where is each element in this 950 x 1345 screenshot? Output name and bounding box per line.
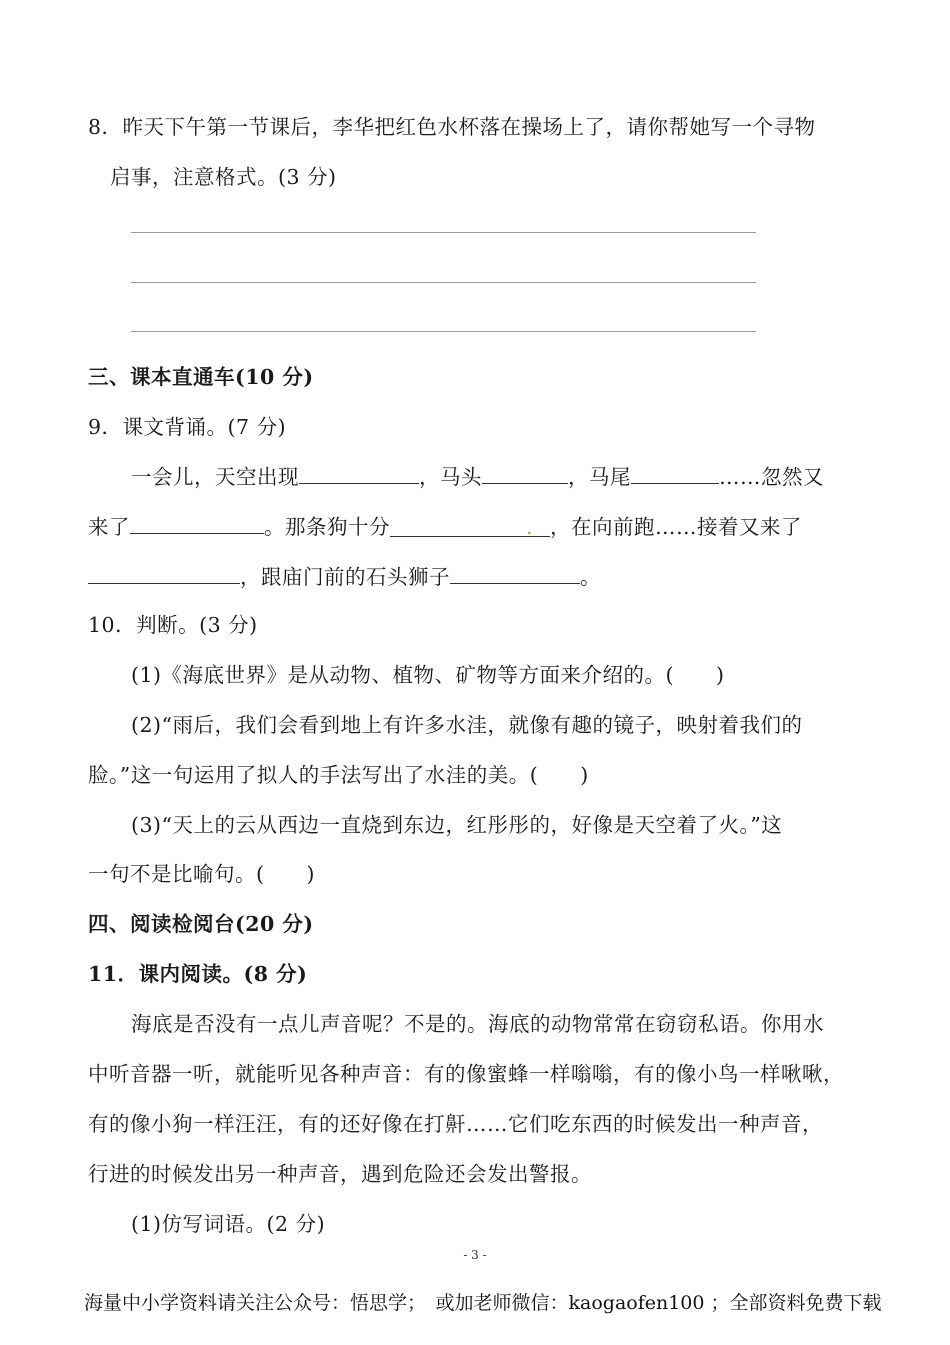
section4-title: 四、阅读检阅台(20 分)	[88, 912, 314, 936]
q9-line3	[88, 560, 601, 590]
q10-item1: (1)《海底世界》是从动物、植物、矿物等方面来介绍的。( )	[131, 663, 725, 687]
fill-blank-7[interactable]	[450, 563, 580, 585]
q10-item3-line1: (3)“天上的云从西边一直烧到东边，红彤彤的，好像是天空着了火。”这	[131, 813, 783, 837]
q9-text-b3: ，在向前跑……接着又来了	[550, 515, 802, 539]
q9-line2	[88, 510, 802, 540]
q8-line1: 8．昨天下午第一节课后，李华把红色水杯落在操场上了，请你帮她写一个寻物	[88, 115, 816, 139]
footer-notice: 海量中小学资料请关注公众号：悟思学； 或加老师微信：kaogaofen100 ；全部资料免费下载	[84, 1292, 882, 1314]
q8-line2: 启事，注意格式。(3 分)	[110, 165, 337, 189]
q10-item3-line2: 一句不是比喻句。( )	[88, 862, 315, 886]
answer-line-1	[131, 232, 756, 233]
q10-title: 10．判断。(3 分)	[88, 613, 258, 637]
q10-item2-line1: (2)“雨后，我们会看到地上有许多水洼，就像有趣的镜子，映射着我们的	[131, 713, 803, 737]
q9-text-a1: 一会儿，天空出现	[131, 465, 299, 489]
q9-title: 9．课文背诵。(7 分)	[88, 415, 287, 439]
q9-text-b2: 。那条狗十分	[264, 515, 390, 539]
fill-blank-1[interactable]	[299, 463, 419, 485]
q9-text-a3: ，马尾	[568, 465, 631, 489]
q11-sub1: (1)仿写词语。(2 分)	[131, 1212, 326, 1236]
q11-paragraph-line4: 行进的时候发出另一种声音，遇到危险还会发出警报。	[88, 1162, 592, 1186]
fill-blank-5[interactable]: .	[390, 515, 550, 537]
fill-blank-3[interactable]	[631, 463, 719, 485]
q9-text-c1: ，跟庙门前的石头狮子	[240, 565, 450, 589]
q11-paragraph-line3: 有的像小狗一样汪汪，有的还好像在打鼾……它们吃东西的时候发出一种声音，	[88, 1112, 823, 1136]
q9-line1	[131, 460, 824, 490]
q11-paragraph-line1: 海底是否没有一点儿声音呢？不是的。海底的动物常常在窃窃私语。你用水	[131, 1012, 824, 1036]
fill-blank-6[interactable]	[88, 563, 240, 585]
q9-text-a2: ，马头	[419, 465, 482, 489]
q11-title: 11．课内阅读。(8 分)	[88, 962, 308, 986]
page-number: - 3 -	[463, 1248, 487, 1262]
fill-blank-4[interactable]	[130, 513, 264, 535]
answer-line-2	[131, 282, 756, 283]
q9-text-a4: ……忽然又	[719, 465, 824, 489]
fill-blank-2[interactable]	[482, 463, 568, 485]
answer-line-3	[131, 331, 756, 332]
q11-paragraph-line2: 中听音器一听，就能听见各种声音：有的像蜜蜂一样嗡嗡，有的像小鸟一样啾啾，	[88, 1062, 844, 1086]
section3-title: 三、课本直通车(10 分)	[88, 365, 314, 389]
q9-text-c2: 。	[580, 565, 601, 589]
q10-item2-line2: 脸。”这一句运用了拟人的手法写出了水洼的美。( )	[88, 763, 589, 787]
q9-text-b1: 来了	[88, 515, 130, 539]
